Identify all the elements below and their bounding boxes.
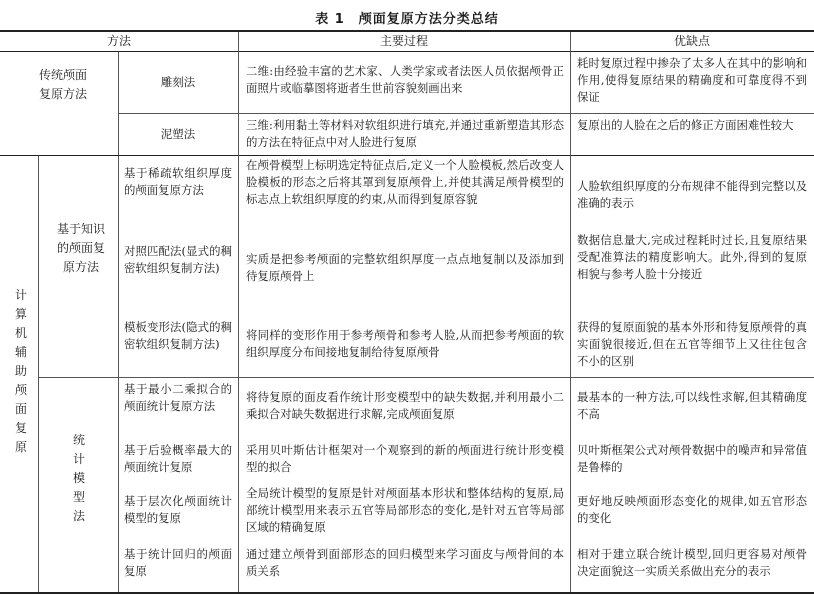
pros-cons-cell: 耗时复原过程中掺杂了太多人在其中的影响和作用,使得复原结果的精确度和可靠度得不到保证 <box>577 56 807 104</box>
section-rule <box>0 155 814 156</box>
col-divider-proscons <box>570 32 571 592</box>
subsection-rule <box>38 377 814 378</box>
process-cell: 全局统计模型的复原是针对颅面基本形状和整体结构的复原,局部统计模型用来表示五官等局部形态的变化,是针对五官等局部区域的精确复原 <box>246 486 564 534</box>
method-cell: 基于后验概率最大的颅面统计复原 <box>124 443 232 474</box>
col-divider-cat <box>38 156 39 592</box>
method-cell: 模板变形法(隐式的稠密软组织复制方法) <box>124 320 232 351</box>
method-cell: 基于最小二乘拟合的颅面统计复原方法 <box>124 382 232 413</box>
method-cell: 基于稀疏软组织厚度的颅面复原方法 <box>124 166 232 197</box>
process-cell: 在颅骨模型上标明选定特征点后,定义一个人脸模板,然后改变人脸模板的形态之后将其罩到复原颅骨上,并使其满足颅骨模型的标志点上软组织厚度的约束,从而得到复原容貌 <box>246 158 564 206</box>
subcategory-knowledge: 基于知识的颅面复原方法 <box>56 222 105 274</box>
method-cell: 基于层次化颅面统计模型的复原 <box>124 494 232 525</box>
pros-cons-cell: 更好地反映颅面形态变化的规律,如五官形态的变化 <box>577 494 807 525</box>
method-cell: 对照匹配法(显式的稠密软组织复制方法) <box>124 244 232 275</box>
table-caption: 表 1 颅面复原方法分类总结 <box>315 12 499 27</box>
process-cell: 通过建立颅骨到面部形态的回归模型来学习面皮与颅骨间的本质关系 <box>246 547 564 578</box>
pros-cons-cell: 人脸软组织厚度的分布规律不能得到完整以及准确的表示 <box>577 179 807 210</box>
pros-cons-cell: 贝叶斯框架公式对颅骨数据中的噪声和异常值是鲁棒的 <box>577 443 807 474</box>
method-cell: 泥塑法 <box>160 127 196 141</box>
pros-cons-cell: 数据信息量大,完成过程耗时过长,且复原结果受配准算法的精度影响大。此外,得到的复原相貌与参考人脸十分接近 <box>577 233 807 281</box>
header-rule <box>0 51 814 52</box>
process-cell: 三维:利用黏土等材料对软组织进行填充,并通过重新塑造其形态的方法在特征点中对人脸进行复原 <box>246 118 564 149</box>
bottom-rule <box>0 592 814 594</box>
pros-cons-cell: 复原出的人脸在之后的修正方面困难性较大 <box>577 118 794 132</box>
col-divider-sub <box>118 156 119 592</box>
header-pros-cons: 优缺点 <box>673 34 710 48</box>
row-divider <box>118 113 814 114</box>
method-cell: 雕刻法 <box>160 75 196 89</box>
subcategory-statistical: 统计模型法 <box>72 433 85 523</box>
header-process: 主要过程 <box>379 34 428 48</box>
method-cell: 基于统计回归的颅面复原 <box>124 547 232 578</box>
process-cell: 将同样的变形作用于参考颅骨和参考人脸,从而把参考颅面的软组织厚度分布间接地复制给待复原颅骨 <box>246 328 564 359</box>
pros-cons-cell: 相对于建立联合统计模型,回归更容易对颅骨决定面貌这一实质关系做出充分的表示 <box>577 547 807 578</box>
category-traditional: 传统颅面复原方法 <box>38 68 87 101</box>
process-cell: 实质是把参考颅面的完整软组织厚度一点点地复制以及添加到待复原颅骨上 <box>246 252 564 283</box>
top-rule <box>0 30 814 32</box>
header-method: 方法 <box>106 34 131 48</box>
process-cell: 采用贝叶斯估计框架对一个观察到的新的颅面进行统计形变模型的拟合 <box>246 443 564 474</box>
pros-cons-cell: 获得的复原面貌的基本外形和待复原颅骨的真实面貌很接近,但在五官等细节上又往往包含不小的区别 <box>577 320 807 368</box>
process-cell: 二维:由经验丰富的艺术家、人类学家或者法医人员依据颅骨正面照片或临摹图将逝者生世前容貌刻画出来 <box>246 64 564 95</box>
process-cell: 将待复原的面皮看作统计形变模型中的缺失数据,并利用最小二乘拟合对缺失数据进行求解,完成颅面复原 <box>246 390 564 421</box>
pros-cons-cell: 最基本的一种方法,可以线性求解,但其精确度不高 <box>577 390 807 421</box>
category-computer: 计算机辅助颅面复原 <box>14 288 27 454</box>
col-divider-process <box>238 32 239 592</box>
